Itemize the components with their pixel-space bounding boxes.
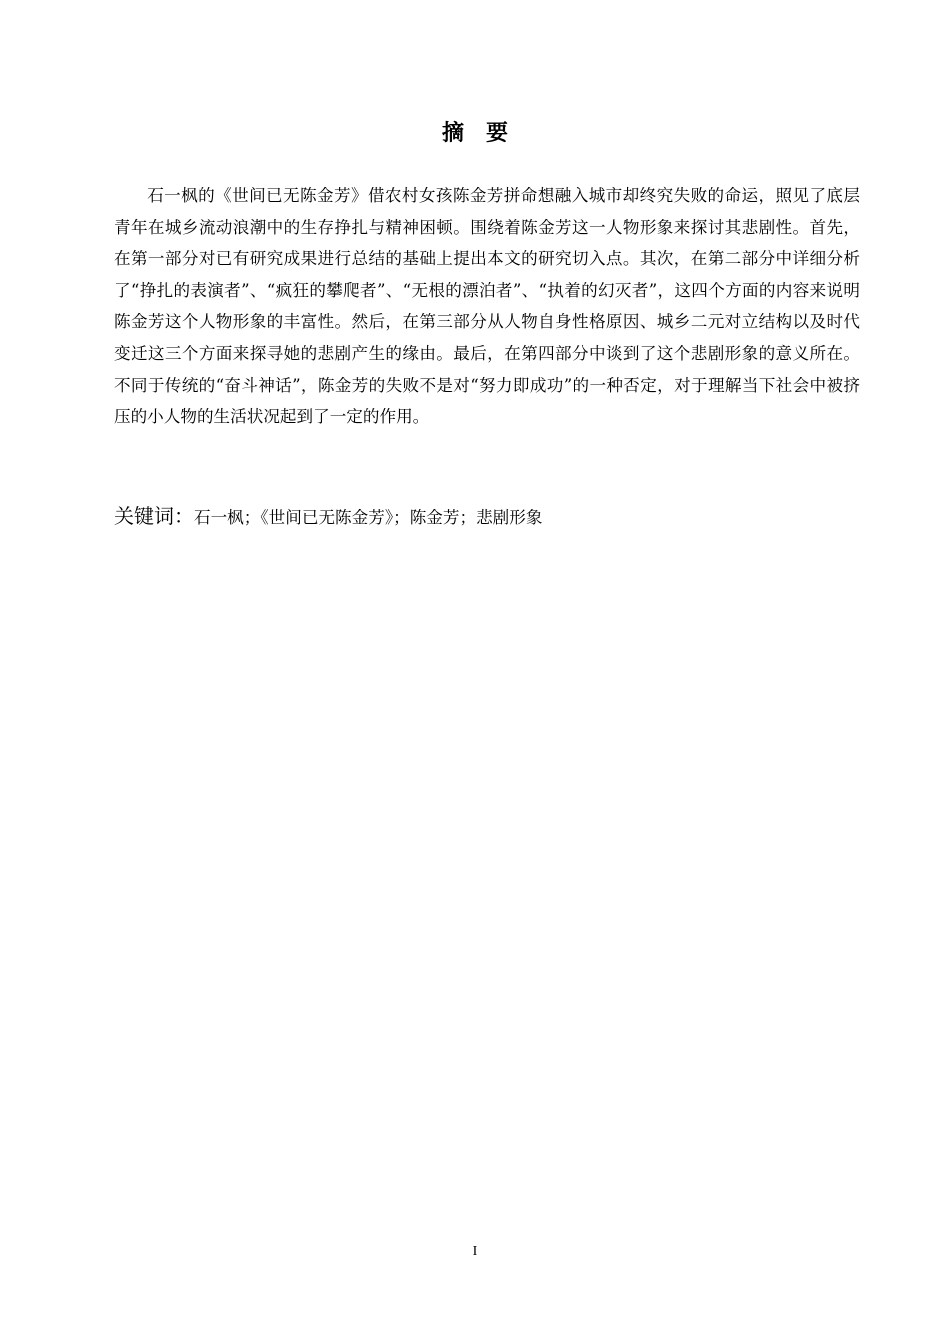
keywords-text: 石一枫；《世间已无陈金芳》；陈金芳；悲剧形象: [194, 508, 543, 527]
keywords-line: [114, 500, 860, 534]
abstract-title: 摘要: [441, 121, 530, 146]
keywords-label: 关键词：: [114, 504, 194, 528]
page-number: I: [472, 1244, 478, 1259]
abstract-body: 石一枫的《世间已无陈金芳》借农村女孩陈金芳拼命想融入城市却终究失败的命运，照见了底层青年在城乡流动浪潮中的生存挣扎与精神困顿。围绕着陈金芳这一人物形象来探讨其悲剧性。首先，在第一部分对已有研究成果进行总结的基础上提出本文的研究切入点。其次，在第二部分中详细分析了“挣扎的表演者”、“疯狂的攀爬者”、“无根的漂泊者”、“执着的幻灭者”，这四个方面的内容来说明陈金芳这个人物形象的丰富性。然后，在第三部分从人物自身性格原因、城乡二元对立结构以及时代变迁这三个方面来探寻她的悲剧产生的缘由。最后，在第四部分中谈到了这个悲剧形象的意义所在。不同于传统的“奋斗神话”，陈金芳的失败不是对“努力即成功”的一种否定，对于理解当下社会中被挤压的小人物的生活状况起到了一定的作用。: [114, 186, 860, 427]
